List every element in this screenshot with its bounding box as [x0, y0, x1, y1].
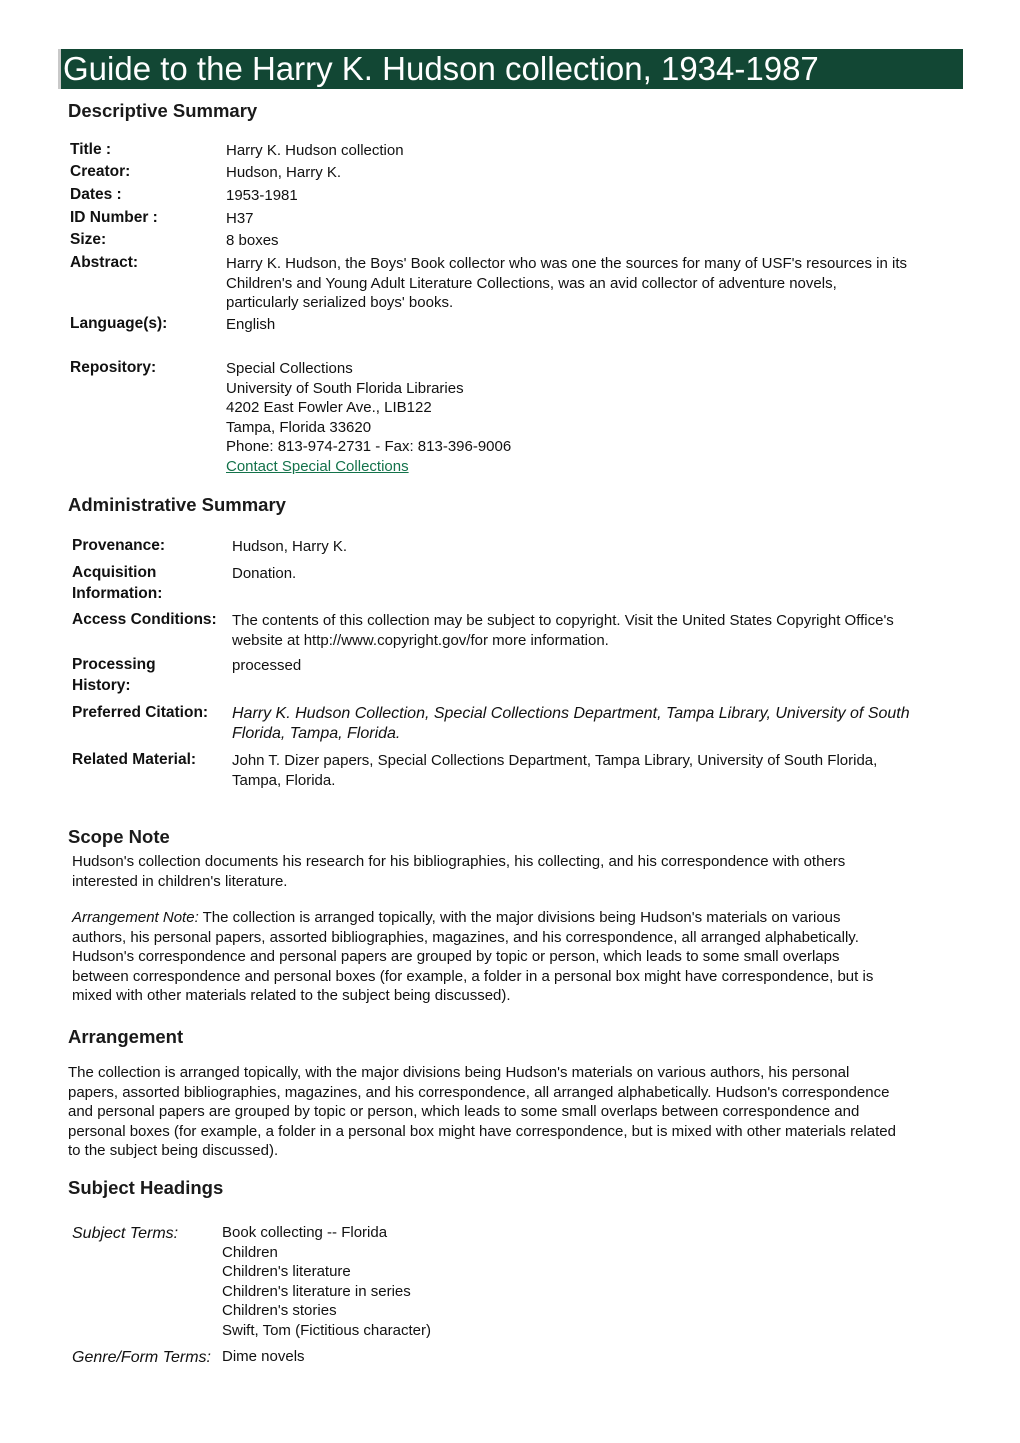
arrangement-note-line: authors, his personal papers, assorted bibliographies, magazines, and his correspondence, all arranged alphabetically.: [72, 928, 859, 946]
access-line: The contents of this collection may be subject to copyright. Visit the United States Copyright Office's: [232, 612, 894, 629]
id-number-value: H37: [226, 210, 254, 227]
subject-term: Book collecting -- Florida: [222, 1224, 388, 1241]
repository-line: 4202 East Fowler Ave., LIB122: [226, 399, 432, 416]
abstract-line: Harry K. Hudson, the Boys' Book collector who was one the sources for many of USF's resources in its: [226, 255, 908, 272]
descriptive-summary-heading: Descriptive Summary: [68, 100, 258, 121]
subject-term: Children's literature: [222, 1263, 351, 1280]
repository-value: [226, 359, 511, 476]
repository-label: Repository:: [70, 359, 157, 376]
processing-label-line: Processing: [72, 656, 156, 673]
language-label: Language(s):: [70, 315, 168, 332]
scope-note-heading: Scope Note: [68, 826, 170, 847]
arrangement-note-line: mixed with other materials related to the subject being discussed).: [72, 987, 511, 1004]
size-label: Size:: [70, 231, 107, 248]
subject-headings-heading: Subject Headings: [68, 1177, 224, 1198]
repository-line: Phone: 813-974-2731 - Fax: 813-396-9006: [226, 438, 512, 455]
subject-term: Children: [222, 1243, 278, 1261]
subject-terms-label: Subject Terms:: [72, 1225, 179, 1242]
language-value: English: [226, 316, 276, 333]
subject-term: Swift, Tom (Fictitious character): [222, 1321, 431, 1339]
title-label: Title :: [70, 141, 112, 158]
genre-form-term: Dime novels: [222, 1348, 305, 1365]
subject-term: Children's literature in series: [222, 1282, 411, 1300]
scope-note-text: [72, 852, 845, 891]
citation-line: Harry K. Hudson Collection, Special Collections Department, Tampa Library, University of South: [232, 705, 910, 722]
id-number-label: ID Number :: [70, 209, 158, 226]
processing-history-value: processed: [232, 657, 302, 674]
preferred-citation-label: Preferred Citation:: [72, 704, 209, 721]
related-material-value: [232, 751, 877, 790]
abstract-line: Children's and Young Adult Literature Collections, was an avid collector of adventure novels,: [226, 274, 837, 292]
arrangement-note: [72, 908, 873, 1006]
subject-term: Children's stories: [222, 1302, 337, 1319]
size-value: 8 boxes: [226, 232, 279, 249]
access-line: website at http://www.copyright.gov/for more information.: [232, 631, 609, 649]
related-line: John T. Dizer papers, Special Collections Department, Tampa Library, University of South Florida,: [232, 752, 878, 769]
processing-history-label: [72, 655, 156, 696]
access-conditions-label: Access Conditions:: [72, 611, 217, 628]
scope-line: Hudson's collection documents his research for his bibliographies, his collecting, and his correspondence with others: [72, 853, 846, 870]
arrangement-line: personal boxes (for example, a folder in a personal box might have correspondence, but is mixed with other materials related: [68, 1122, 896, 1140]
page-title: Guide to the Harry K. Hudson collection, 1934-1987: [63, 50, 819, 87]
acquisition-label-line: Acquisition: [72, 564, 157, 581]
repository-line: Special Collections: [226, 360, 353, 377]
repository-line: Tampa, Florida 33620: [226, 418, 372, 436]
dates-label: Dates :: [70, 186, 122, 203]
acquisition-value: Donation.: [232, 565, 297, 582]
arrangement-note-line: Hudson's correspondence and personal papers are grouped by topic or person, which leads to some small overlaps: [72, 948, 840, 965]
creator-value: Hudson, Harry K.: [226, 164, 342, 181]
repository-line: University of South Florida Libraries: [226, 379, 464, 397]
administrative-summary-heading: Administrative Summary: [68, 494, 286, 515]
acquisition-label: [72, 563, 162, 604]
access-conditions-value: [232, 611, 894, 650]
arrangement-line: and personal papers are grouped by topic or person, which leads to some small overlaps between correspondence and: [68, 1103, 860, 1120]
arrangement-line: to the subject being discussed).: [68, 1142, 279, 1159]
contact-special-collections-link[interactable]: Contact Special Collections: [226, 457, 409, 475]
abstract-line: particularly serialized boys' books.: [226, 294, 454, 311]
creator-label: Creator:: [70, 163, 131, 180]
abstract-label: Abstract:: [70, 254, 139, 271]
preferred-citation-value: [232, 704, 910, 744]
citation-line: Florida, Tampa, Florida.: [232, 725, 401, 742]
genre-form-terms-label: Genre/Form Terms:: [72, 1349, 211, 1366]
subject-terms-list: [222, 1223, 431, 1340]
provenance-label: Provenance:: [72, 537, 166, 554]
dates-value: 1953-1981: [226, 187, 298, 204]
arrangement-line: The collection is arranged topically, with the major divisions being Hudson's materials on various authors, his personal: [68, 1064, 850, 1081]
title-bar: [58, 49, 963, 89]
provenance-value: Hudson, Harry K.: [232, 538, 348, 555]
arrangement-note-first-line: [72, 908, 873, 928]
arrangement-heading: Arrangement: [68, 1026, 184, 1047]
related-material-label: Related Material:: [72, 751, 197, 768]
arrangement-note-lead: The collection is arranged topically, with the major divisions being Hudson's materials on various: [198, 909, 841, 926]
abstract-value: [226, 254, 907, 313]
related-line: Tampa, Florida.: [232, 771, 336, 789]
scope-line: interested in children's literature.: [72, 872, 288, 890]
arrangement-text: [68, 1063, 896, 1161]
arrangement-note-label: Arrangement Note:: [72, 909, 199, 926]
arrangement-line: papers, assorted bibliographies, magazines, and his correspondence, all arranged alphabetically. Hudson's correspondence: [68, 1083, 890, 1101]
arrangement-note-line: between correspondence and personal boxes (for example, a folder in a personal box might have correspondence, but is: [72, 967, 874, 985]
acquisition-label-line: Information:: [72, 584, 163, 602]
title-value: Harry K. Hudson collection: [226, 142, 404, 159]
processing-label-line: History:: [72, 676, 131, 694]
